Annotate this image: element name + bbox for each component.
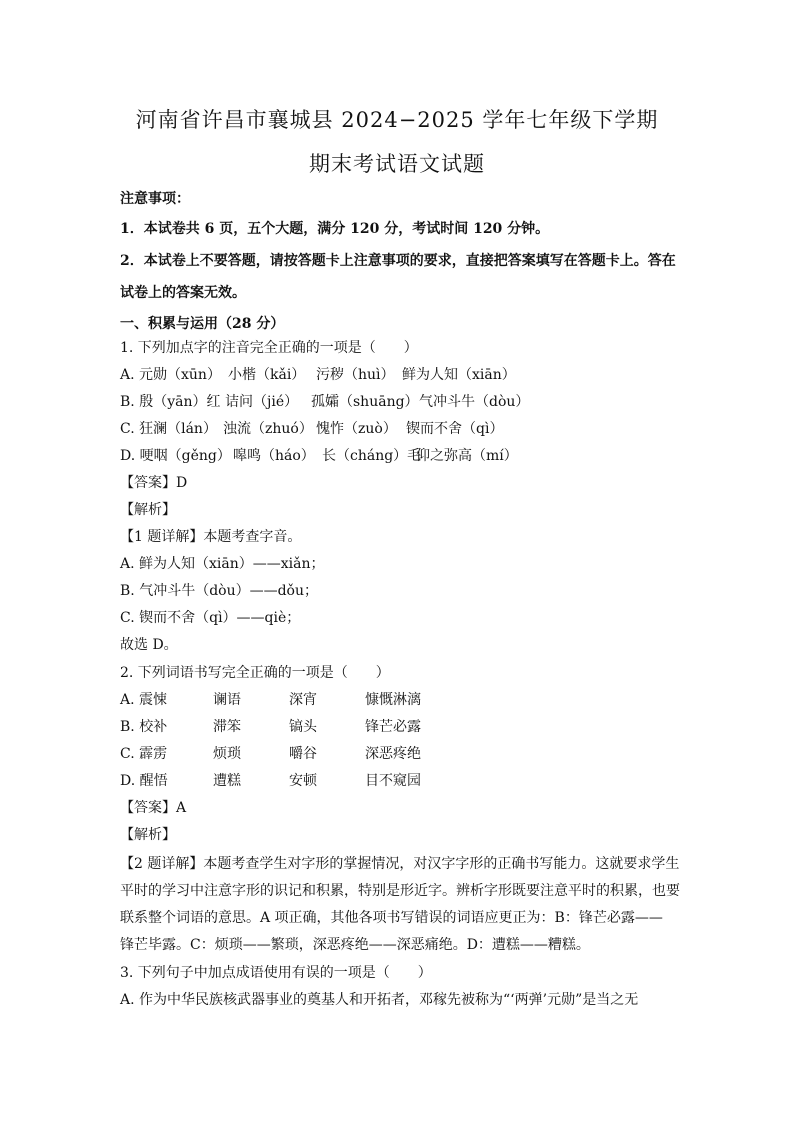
question-1-option-c <box>120 418 503 438</box>
option-part: 长（cháng）毛 <box>322 448 422 464</box>
option-part: 愧怍（zuò） <box>316 421 397 437</box>
option-part: 镐头 <box>289 719 317 735</box>
option-part: D. 醒悟 <box>120 773 168 789</box>
option-part: 鲜为人知（xiān） <box>402 367 516 383</box>
question-2-detail-1: 【2 题详解】本题考查学生对字形的掌握情况，对汉字字形的正确书写能力。这就要求学生 <box>120 856 680 872</box>
question-2-detail-2: 平时的学习中注意字形的识记和积累，特别是形近字。辨析字形既要注意平时的积累，也要 <box>120 883 680 899</box>
question-1-analysis-a: A. 鲜为人知（xiān）——xiǎn； <box>120 556 325 572</box>
question-2-option-a <box>120 689 441 709</box>
option-part: 污秽（huì） <box>316 367 395 383</box>
question-2-answer: 【答案】A <box>120 800 187 816</box>
option-part: 烦琐 <box>213 746 241 762</box>
question-1-analysis-b: B. 气冲斗牛（dòu）——dǒu； <box>120 583 319 599</box>
option-part: C. 狂澜（lán） <box>120 421 217 437</box>
exam-title-line2: 期末考试语文试题 <box>309 152 485 176</box>
option-part: 小楷（kǎi） <box>228 367 306 383</box>
question-2-option-c <box>120 743 441 763</box>
option-part: 诘问（jié） <box>225 394 299 410</box>
question-1-conclusion: 故选 D。 <box>120 637 178 653</box>
question-2-option-b <box>120 716 441 736</box>
option-part: 谰语 <box>213 692 241 708</box>
notice-item-2b: 试卷上的答案无效。 <box>120 285 246 301</box>
question-2-stem: 2. 下列词语书写完全正确的一项是（ ） <box>120 665 390 681</box>
question-2-detail-3: 联系整个词语的意思。A 项正确，其他各项书写错误的词语应更正为：B：锋芒必露—— <box>120 910 663 926</box>
question-1-detail: 【1 题详解】本题考查字音。 <box>120 529 302 545</box>
option-part: 安顿 <box>289 773 317 789</box>
option-part: 仰之弥高（mí） <box>416 448 518 464</box>
option-part: A. 元勋（xūn） <box>120 367 221 383</box>
exam-title-line1: 河南省许昌市襄城县 2024−2025 学年七年级下学期 <box>135 108 659 132</box>
option-part: 深宵 <box>289 692 317 708</box>
option-part: 目不窥园 <box>365 773 421 789</box>
question-1-analysis-label: 【解析】 <box>120 502 176 518</box>
option-part: B. 校补 <box>120 719 168 735</box>
question-1-analysis-c: C. 锲而不舍（qì）——qiè； <box>120 610 301 626</box>
question-1-answer: 【答案】D <box>120 475 188 491</box>
option-part: 气冲斗牛（dòu） <box>419 394 530 410</box>
option-part: C. 霹雳 <box>120 746 168 762</box>
section-1-heading: 一、积累与运用（28 分） <box>120 316 285 332</box>
option-part: 慷慨淋漓 <box>365 692 421 708</box>
question-1-option-b <box>120 391 529 411</box>
option-part: 深恶疼绝 <box>365 746 421 762</box>
option-part: D. 哽咽（gěng） <box>120 448 231 464</box>
option-part: 孤孀（shuāng） <box>311 394 419 410</box>
option-part: 嗥鸣（háo） <box>233 448 315 464</box>
option-part: 浊流（zhuó） <box>223 421 313 437</box>
notice-item-1: 1．本试卷共 6 页，五个大题，满分 120 分，考试时间 120 分钟。 <box>120 221 550 237</box>
option-part: A. 震悚 <box>120 692 168 708</box>
notice-item-2a: 2．本试卷上不要答题，请按答题卡上注意事项的要求，直接把答案填写在答题卡上。答在 <box>120 253 676 269</box>
question-1-option-d <box>120 445 518 465</box>
option-part: B. 殷（yān）红 <box>120 394 221 410</box>
question-1-option-a <box>120 364 516 384</box>
question-3-stem: 3. 下列句子中加点成语使用有误的一项是（ ） <box>120 965 432 981</box>
question-1-stem: 1. 下列加点字的注音完全正确的一项是（ ） <box>120 340 418 356</box>
option-part: 嚼谷 <box>289 746 317 762</box>
notice-heading: 注意事项： <box>120 191 190 207</box>
option-part: 锲而不舍（qì） <box>406 421 504 437</box>
question-2-option-d <box>120 770 441 790</box>
option-part: 遭糕 <box>213 773 241 789</box>
question-3-option-a: A. 作为中华民族核武器事业的奠基人和开拓者，邓稼先被称为“‘两弹’元勋”是当之无 <box>120 992 639 1008</box>
question-2-detail-4: 锋芒毕露。C：烦琐——繁琐，深恶疼绝——深恶痛绝。D：遭糕——糟糕。 <box>120 937 590 953</box>
option-part: 锋芒必露 <box>365 719 421 735</box>
option-part: 滞笨 <box>213 719 241 735</box>
question-2-analysis-label: 【解析】 <box>120 827 176 843</box>
